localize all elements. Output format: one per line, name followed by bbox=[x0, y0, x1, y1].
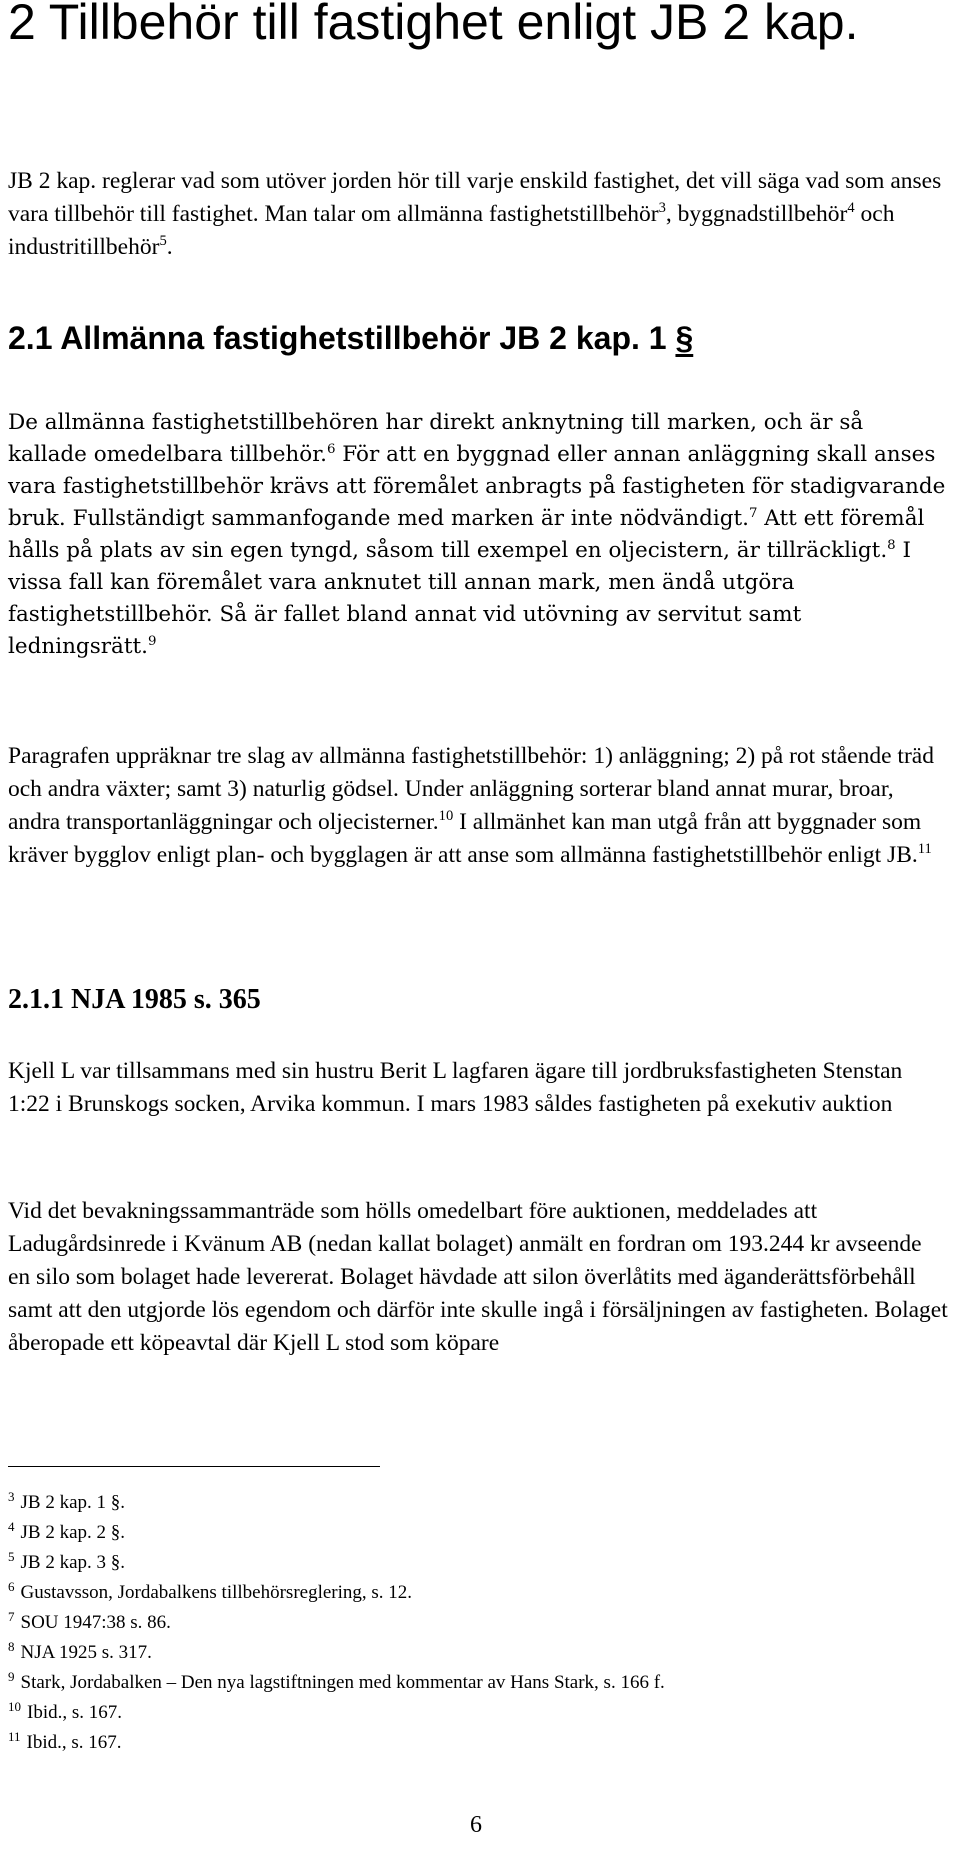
footnote-separator bbox=[8, 1466, 380, 1467]
footnote-text: Stark, Jordabalken – Den nya lagstiftningen med kommentar av Hans Stark, s. 166 f. bbox=[20, 1672, 665, 1693]
footnote-text: Ibid., s. 167. bbox=[27, 1702, 122, 1723]
footnote-ref-7[interactable]: 7 bbox=[748, 505, 758, 521]
intro-text-3: och industritillbehör bbox=[8, 201, 895, 260]
footnote-item bbox=[8, 1578, 948, 1608]
footnote-text: Gustavsson, Jordabalkens tillbehörsreglering, s. 12. bbox=[20, 1582, 413, 1603]
footnote-ref-8[interactable]: 8 bbox=[887, 537, 896, 553]
footnote-number: 3 bbox=[8, 1488, 15, 1504]
footnote-item bbox=[8, 1698, 948, 1728]
footnote-item bbox=[8, 1488, 948, 1518]
para-text: De allmänna fastighetstillbehören har direkt anknytning till marken, och är så kallade omedelbara tillbehör. bbox=[8, 410, 864, 467]
footnote-ref-11[interactable]: 11 bbox=[917, 841, 932, 858]
footnote-text: JB 2 kap. 1 §. bbox=[20, 1492, 125, 1513]
footnote-text: Ibid., s. 167. bbox=[26, 1732, 122, 1753]
footnote-number: 11 bbox=[8, 1728, 21, 1744]
footnote-number: 7 bbox=[8, 1608, 15, 1624]
footnote-ref-6[interactable]: 6 bbox=[326, 441, 336, 457]
para-text: För att en byggnad eller annan anläggning skall anses vara fastighetstillbehör krävs att föremålet anbragts på fastigheten för stadigvarande bruk. Fullständigt sammanfogande med marken är inte nödvändigt. bbox=[8, 442, 946, 531]
paragraph-symbol: § bbox=[675, 320, 694, 356]
footnote-text: SOU 1947:38 s. 86. bbox=[20, 1612, 171, 1633]
footnote-item bbox=[8, 1638, 948, 1668]
intro-text-2: , byggnadstillbehör bbox=[665, 201, 848, 227]
section-2-1-paragraph-1 bbox=[8, 407, 948, 663]
footnote-item bbox=[8, 1728, 948, 1758]
footnote-ref-10[interactable]: 10 bbox=[438, 808, 454, 825]
footnote-number: 10 bbox=[8, 1698, 21, 1714]
footnote-ref-4[interactable]: 4 bbox=[847, 200, 855, 217]
footnote-ref-5[interactable]: 5 bbox=[159, 233, 167, 250]
footnote-item bbox=[8, 1548, 948, 1578]
intro-paragraph bbox=[8, 165, 948, 264]
section-2-1-1-paragraph-2: Vid det bevakningssammanträde som hölls omedelbart före auktionen, meddelades att Ladugårdsinrede i Kvänum AB (nedan kallat bolaget) anmält en fordran om 193.244 kr avseende en silo som bolaget hade levererat. Bolaget hävdade att silon överlåtits med äganderättsförbehåll samt att den utgjorde lös egendom och därför inte skulle ingå i försäljningen av fastigheten. Bolaget åberopade ett köpeavtal där Kjell L stod som köpare bbox=[8, 1198, 948, 1356]
footnote-item bbox=[8, 1668, 948, 1698]
footnote-text: JB 2 kap. 2 §. bbox=[20, 1522, 125, 1543]
section-heading-text: 2.1 Allmänna fastighetstillbehör JB 2 kap. 1 bbox=[8, 320, 676, 356]
footnote-ref-3[interactable]: 3 bbox=[658, 200, 666, 217]
footnote-number: 9 bbox=[8, 1668, 15, 1684]
section-heading-2-1 bbox=[8, 316, 948, 360]
para-text: Att ett föremål hålls på plats av sin egen tyngd, såsom till exempel en oljecistern, är tillräckligt. bbox=[8, 506, 925, 563]
section-2-1-paragraph-2 bbox=[8, 740, 948, 872]
chapter-heading: 2 Tillbehör till fastighet enligt JB 2 kap. bbox=[8, 0, 859, 50]
footnote-item bbox=[8, 1608, 948, 1638]
footnote-number: 5 bbox=[8, 1548, 15, 1564]
footnote-list bbox=[8, 1488, 948, 1758]
section-2-1-1-paragraph-1: Kjell L var tillsammans med sin hustru Berit L lagfaren ägare till jordbruksfastigheten Stenstan 1:22 i Brunskogs socken, Arvika kommun. I mars 1983 såldes fastigheten på exekutiv auktion bbox=[8, 1058, 903, 1117]
footnote-text: NJA 1925 s. 317. bbox=[20, 1642, 152, 1663]
footnote-number: 8 bbox=[8, 1638, 15, 1654]
footnote-number: 4 bbox=[8, 1518, 15, 1534]
footnote-item bbox=[8, 1518, 948, 1548]
footnote-ref-9[interactable]: 9 bbox=[147, 633, 157, 649]
page-number: 6 bbox=[470, 1812, 482, 1838]
footnote-number: 6 bbox=[8, 1578, 15, 1594]
intro-text-4: . bbox=[166, 234, 173, 260]
para-text: Paragrafen uppräknar tre slag av allmänna fastighetstillbehör: 1) anläggning; 2) på rot stående träd och andra växter; samt 3) naturlig gödsel. Under anläggning sorterar bland annat murar, broar, andra transportanläggningar och oljecisterner. bbox=[8, 743, 934, 835]
intro-text-1: JB 2 kap. reglerar vad som utöver jorden hör till varje enskild fastighet, det vill säga vad som anses vara tillbehör till fastighet. Man talar om allmänna fastighetstillbehör bbox=[8, 168, 942, 227]
footnote-text: JB 2 kap. 3 §. bbox=[20, 1552, 125, 1573]
section-heading-2-1-1: 2.1.1 NJA 1985 s. 365 bbox=[8, 984, 261, 1015]
para-text: I allmänhet kan man utgå från att byggnader som kräver bygglov enligt plan- och bygglagen är att anse som allmänna fastighetstillbehör enligt JB. bbox=[8, 809, 922, 868]
para-text: I vissa fall kan föremålet vara anknutet till annan mark, men ändå utgöra fastighetstillbehör. Så är fallet bland annat vid utövning av servitut samt ledningsrätt. bbox=[8, 538, 911, 659]
